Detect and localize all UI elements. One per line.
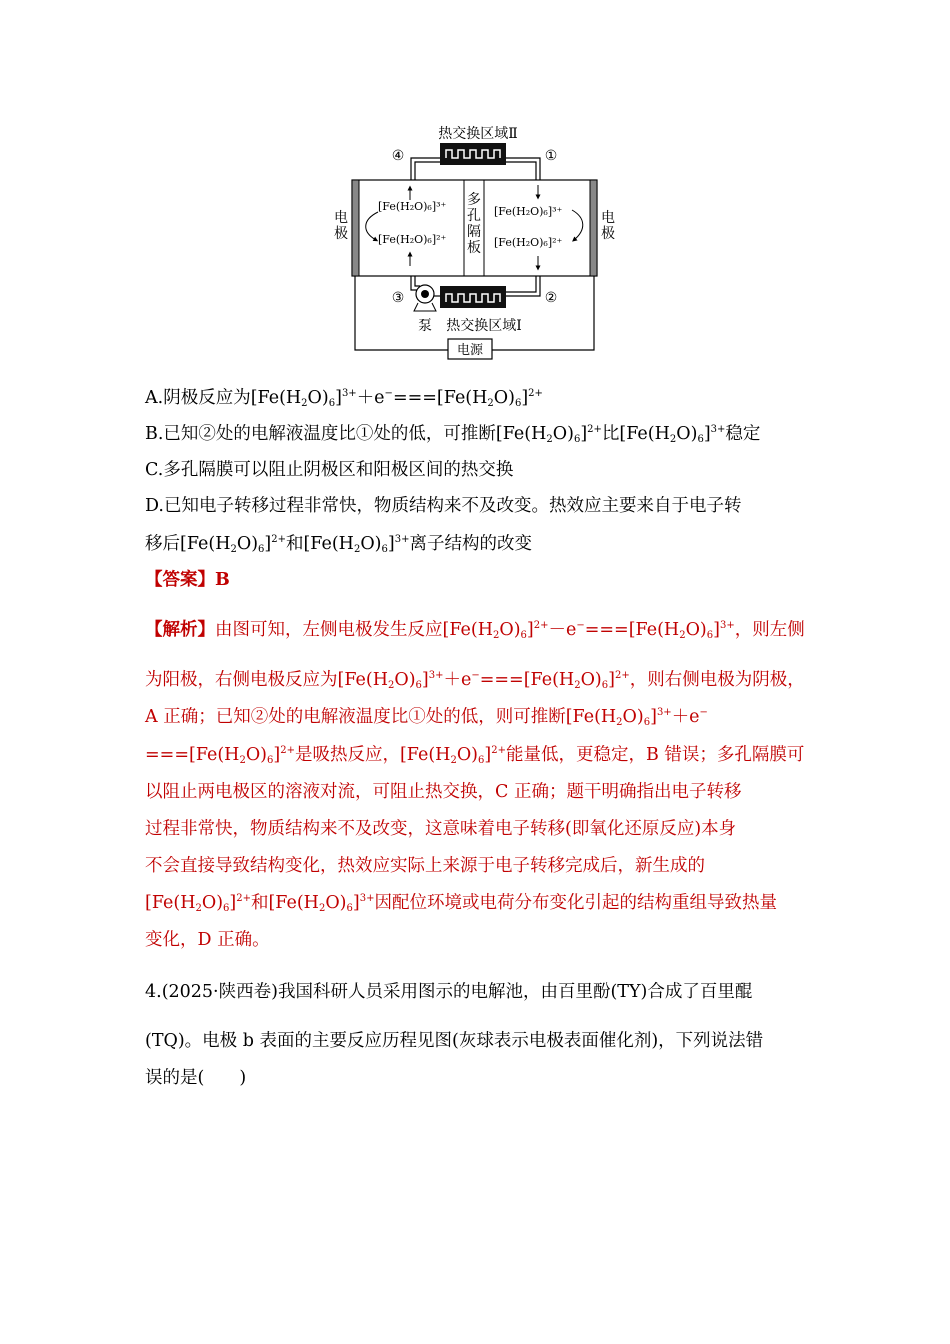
marker-1: ① bbox=[544, 148, 558, 164]
question-4-line-2: (TQ)。电极 b 表面的主要反应历程见图(灰球表示电极表面催化剂)，下列说法错 bbox=[145, 1031, 764, 1051]
analysis-line-2: 为阳极，右侧电极反应为$[Fe(H_2O)_6]^{3+}+e^-===[Fe(H_2O)_6]^{2+}$，则右侧电极为阴极， bbox=[145, 670, 805, 691]
option-b: B.已知②处的电解液温度比①处的低，可推断$[Fe(H_2O)_6]^{2+}$比$[Fe(H_2O)_6]^{3+}$稳定 bbox=[145, 424, 761, 445]
membrane-char-4: 板 bbox=[467, 240, 481, 256]
left-electrode-char-2: 极 bbox=[334, 226, 348, 242]
pump-label: 泵 bbox=[418, 318, 432, 334]
analysis-line-5: 以阻止两电极区的溶液对流，可阻止热交换，C 正确；题干明确指出电子转移 bbox=[145, 782, 742, 802]
left-ion-fe3: [Fe(H₂O)₆]³⁺ bbox=[378, 200, 447, 213]
membrane-char-1: 多 bbox=[467, 192, 481, 208]
question-4-line-1: 4.(2025·陕西卷)我国科研人员采用图示的电解池，由百里酚(TY)合成了百里醌 bbox=[145, 982, 753, 1002]
answer bbox=[145, 568, 230, 592]
left-electrode-char-1: 电 bbox=[334, 210, 348, 226]
option-d-line-2: 移后$[Fe(H_2O)_6]^{2+}$和$[Fe(H_2O)_6]^{3+}$离子结构的改变 bbox=[145, 534, 532, 555]
answer-label: 【答案】 bbox=[145, 570, 215, 590]
analysis-line-6: 过程非常快，物质结构来不及改变，这意味着电子转移(即氧化还原反应)本身 bbox=[145, 819, 737, 839]
analysis-line-3: A 正确；已知②处的电解液温度比①处的低，则可推断$[Fe(H_2O)_6]^{3+}+e^-$ bbox=[145, 707, 708, 728]
answer-value: B bbox=[215, 570, 230, 590]
power-source-label: 电源 bbox=[456, 343, 484, 358]
left-electrode bbox=[352, 180, 359, 276]
right-electrode-char-1: 电 bbox=[601, 210, 615, 226]
marker-4: ④ bbox=[391, 148, 405, 164]
question-4-line-3: 误的是( ) bbox=[145, 1068, 247, 1088]
option-d-line-1: D.已知电子转移过程非常快，物质结构来不及改变。热效应主要来自于电子转 bbox=[145, 496, 742, 516]
analysis-line-4: $===[Fe(H_2O)_6]^{2+}$是吸热反应，$[Fe(H_2O)_6]^{2+}$能量低，更稳定，B 错误；多孔隔膜可 bbox=[145, 745, 805, 766]
right-ion-fe3: [Fe(H₂O)₆]³⁺ bbox=[494, 205, 563, 218]
right-electrode bbox=[590, 180, 597, 276]
marker-2: ② bbox=[544, 290, 558, 306]
membrane-char-3: 隔 bbox=[467, 224, 481, 240]
marker-3: ③ bbox=[391, 290, 405, 306]
analysis-label: 【解析】 bbox=[145, 620, 215, 640]
heat-exchanger-1 bbox=[440, 286, 506, 308]
analysis-line-9: 变化，D 正确。 bbox=[145, 930, 270, 950]
heat-zone-1-label: 热交换区域Ⅰ bbox=[446, 318, 522, 334]
left-ion-fe2: [Fe(H₂O)₆]²⁺ bbox=[378, 233, 447, 246]
option-c: C.多孔隔膜可以阻止阴极区和阳极区间的热交换 bbox=[145, 460, 514, 480]
heat-exchanger-2 bbox=[440, 143, 506, 165]
analysis-line-7: 不会直接导致结构变化，热效应实际上来源于电子转移完成后，新生成的 bbox=[145, 856, 705, 876]
membrane-char-2: 孔 bbox=[467, 208, 481, 224]
analysis-line-8: $[Fe(H_2O)_6]^{2+}$和$[Fe(H_2O)_6]^{3+}$因配位环境或电荷分布变化引起的结构重组导致热量 bbox=[145, 893, 777, 914]
right-ion-fe2: [Fe(H₂O)₆]²⁺ bbox=[494, 236, 563, 249]
analysis-line-1: 【解析】由图可知，左侧电极发生反应$[Fe(H_2O)_6]^{2+}-e^-===[Fe(H_2O)_6]^{3+}$，则左侧 bbox=[145, 620, 805, 641]
electrolysis-cell-diagram bbox=[0, 0, 950, 370]
heat-zone-2-label: 热交换区域Ⅱ bbox=[438, 126, 518, 142]
right-electrode-char-2: 极 bbox=[601, 226, 615, 242]
option-a: A.阴极反应为$[Fe(H_2O)_6]^{3+}+e^-===[Fe(H_2O)_6]^{2+}$ bbox=[145, 388, 543, 409]
